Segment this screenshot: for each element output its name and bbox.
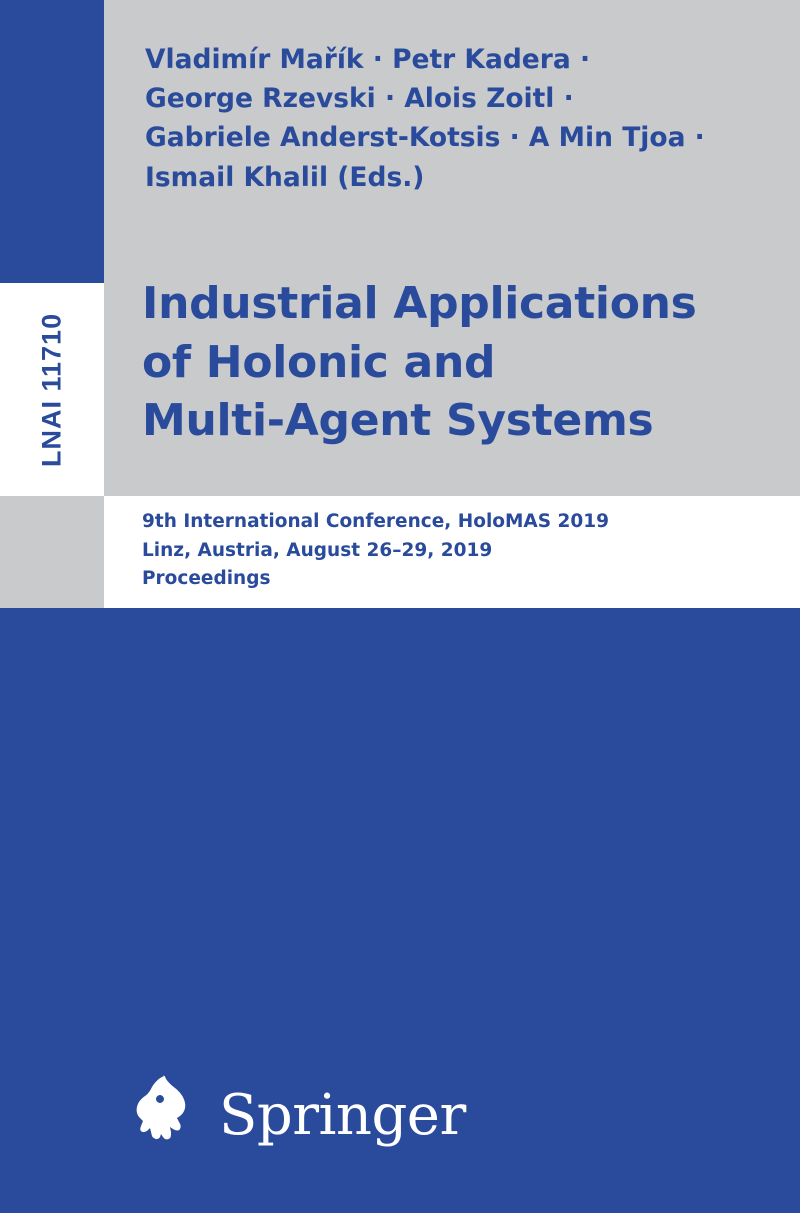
subtitle-line-3: Proceedings (142, 568, 271, 590)
series-number: LNAI 11710 (36, 312, 67, 467)
cover-left-grey-band (0, 496, 104, 608)
editors-line-2: George Rzevski · Alois Zoitl · (145, 83, 574, 115)
book-title (142, 275, 782, 451)
editors-line-1: Vladimír Mařík · Petr Kadera · (145, 44, 591, 75)
editors-list (145, 40, 765, 197)
springer-knight-icon (133, 1073, 205, 1159)
subtitle-line-1: 9th International Conference, HoloMAS 2019 (142, 511, 609, 532)
editors-line-4: Ismail Khalil (Eds.) (145, 161, 425, 193)
title-line-3: Multi-Agent Systems (142, 395, 654, 447)
subtitle-line-2: Linz, Austria, August 26–29, 2019 (142, 539, 493, 561)
title-line-2: of Holonic and (142, 336, 496, 388)
book-subtitle (142, 508, 782, 594)
springer-logo (133, 1073, 466, 1159)
editors-line-3: Gabriele Anderst-Kotsis · A Min Tjoa · (145, 122, 705, 154)
springer-wordmark: Springer (219, 1083, 466, 1148)
cover-left-blue-band (0, 0, 104, 283)
title-line-1: Industrial Applications (142, 278, 697, 329)
